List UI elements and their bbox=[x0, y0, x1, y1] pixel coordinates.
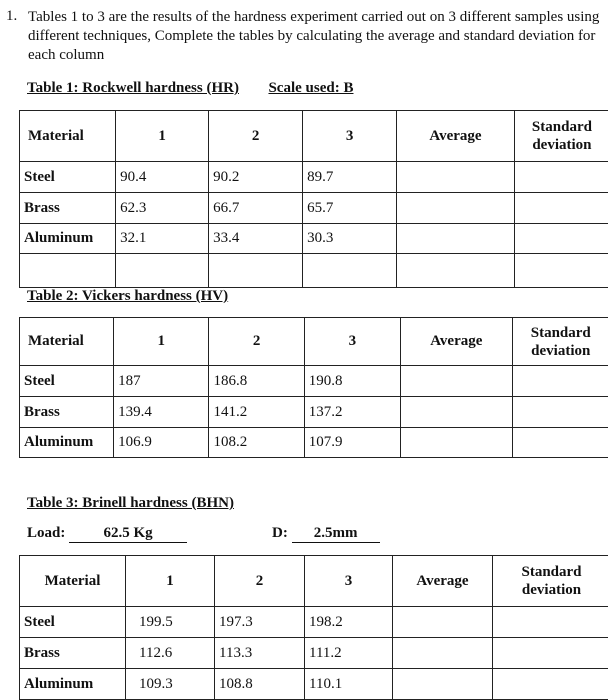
table3-header-average: Average bbox=[393, 556, 493, 607]
table2-aluminum-average[interactable] bbox=[401, 428, 513, 458]
table2-header-average: Average bbox=[401, 318, 513, 366]
table2-header-2: 2 bbox=[209, 318, 304, 366]
table-row bbox=[20, 428, 608, 458]
table2-aluminum-2: 108.2 bbox=[209, 428, 304, 458]
table3-brass-2: 113.3 bbox=[215, 638, 305, 669]
table1-brass-label: Brass bbox=[20, 193, 116, 224]
table2-aluminum-1: 106.9 bbox=[114, 428, 209, 458]
table1-brass-sd[interactable] bbox=[514, 193, 608, 224]
table1-header-1: 1 bbox=[116, 111, 209, 162]
question-text: Tables 1 to 3 are the results of the hardness experiment carried out on 3 different samples using different techniques, Complete the tables by calculating the average and standard deviation for each column bbox=[28, 8, 602, 65]
table1-steel-3: 89.7 bbox=[303, 162, 397, 193]
table3-steel-1: 199.5 bbox=[126, 607, 215, 638]
question-number: 1. bbox=[6, 8, 17, 25]
table1-blank-row bbox=[20, 254, 608, 288]
table2-header-row bbox=[20, 318, 608, 366]
table1-steel-label: Steel bbox=[20, 162, 116, 193]
table2-brass-average[interactable] bbox=[401, 397, 513, 428]
table-row bbox=[20, 669, 608, 700]
table3-header-1: 1 bbox=[126, 556, 215, 607]
table3-d-params bbox=[272, 525, 380, 543]
table2-caption-line bbox=[27, 288, 228, 305]
table1-brass-3: 65.7 bbox=[303, 193, 397, 224]
table3-brass-average[interactable] bbox=[393, 638, 493, 669]
table1-header-material: Material bbox=[20, 111, 116, 162]
table-row bbox=[20, 638, 608, 669]
table2 bbox=[19, 317, 608, 458]
table3-aluminum-average[interactable] bbox=[393, 669, 493, 700]
table-row bbox=[20, 193, 608, 224]
table1-header-sd-line2: deviation bbox=[515, 136, 608, 154]
table3 bbox=[19, 555, 608, 700]
table3-caption-line bbox=[27, 495, 234, 512]
table1-header-3: 3 bbox=[303, 111, 397, 162]
table1-brass-1: 62.3 bbox=[116, 193, 209, 224]
table3-load-label: Load: bbox=[27, 525, 65, 541]
table2-steel-sd[interactable] bbox=[512, 366, 608, 397]
table-row bbox=[20, 366, 608, 397]
table3-brass-3: 111.2 bbox=[305, 638, 393, 669]
table1-header-sd-line1: Standard bbox=[515, 118, 608, 136]
table3-header-3: 3 bbox=[305, 556, 393, 607]
table2-steel-label: Steel bbox=[20, 366, 114, 397]
table1-caption: Table 1: Rockwell hardness (HR) bbox=[27, 80, 239, 96]
table3-header-2: 2 bbox=[215, 556, 305, 607]
table3-aluminum-2: 108.8 bbox=[215, 669, 305, 700]
table1-steel-1: 90.4 bbox=[116, 162, 209, 193]
table3-aluminum-sd[interactable] bbox=[493, 669, 608, 700]
table3-steel-sd[interactable] bbox=[493, 607, 608, 638]
table1-brass-2: 66.7 bbox=[209, 193, 303, 224]
table1-steel-average[interactable] bbox=[397, 162, 515, 193]
table3-brass-1: 112.6 bbox=[126, 638, 215, 669]
table3-params bbox=[27, 525, 187, 543]
table1 bbox=[19, 110, 608, 288]
table-row bbox=[20, 224, 608, 254]
table1-aluminum-3: 30.3 bbox=[303, 224, 397, 254]
table1-aluminum-label: Aluminum bbox=[20, 224, 116, 254]
table3-header-material: Material bbox=[20, 556, 126, 607]
table2-header-sd bbox=[512, 318, 608, 366]
table3-brass-sd[interactable] bbox=[493, 638, 608, 669]
table2-header-sd-line1: Standard bbox=[513, 324, 608, 342]
table3-steel-2: 197.3 bbox=[215, 607, 305, 638]
table3-steel-label: Steel bbox=[20, 607, 126, 638]
table1-caption-line bbox=[27, 80, 353, 97]
table2-brass-2: 141.2 bbox=[209, 397, 304, 428]
table2-header-1: 1 bbox=[114, 318, 209, 366]
table2-aluminum-3: 107.9 bbox=[304, 428, 400, 458]
table3-aluminum-label: Aluminum bbox=[20, 669, 126, 700]
table3-aluminum-1: 109.3 bbox=[126, 669, 215, 700]
table1-aluminum-average[interactable] bbox=[397, 224, 515, 254]
table1-brass-average[interactable] bbox=[397, 193, 515, 224]
table1-header-row bbox=[20, 111, 608, 162]
table3-caption: Table 3: Brinell hardness (BHN) bbox=[27, 495, 234, 511]
table1-header-sd bbox=[514, 111, 608, 162]
table3-brass-label: Brass bbox=[20, 638, 126, 669]
table3-header-sd-line1: Standard bbox=[493, 563, 608, 581]
table3-aluminum-3: 110.1 bbox=[305, 669, 393, 700]
table-row bbox=[20, 162, 608, 193]
table2-header-3: 3 bbox=[304, 318, 400, 366]
table-row bbox=[20, 397, 608, 428]
table3-header-sd-line2: deviation bbox=[493, 581, 608, 599]
table2-brass-3: 137.2 bbox=[304, 397, 400, 428]
table2-steel-2: 186.8 bbox=[209, 366, 304, 397]
table2-brass-1: 139.4 bbox=[114, 397, 209, 428]
table3-header-row bbox=[20, 556, 608, 607]
table1-header-average: Average bbox=[397, 111, 515, 162]
table1-steel-sd[interactable] bbox=[514, 162, 608, 193]
table2-steel-3: 190.8 bbox=[304, 366, 400, 397]
table3-steel-average[interactable] bbox=[393, 607, 493, 638]
table2-aluminum-label: Aluminum bbox=[20, 428, 114, 458]
table3-load-value: 62.5 Kg bbox=[69, 525, 187, 543]
table1-scale: Scale used: B bbox=[268, 80, 353, 96]
table-row bbox=[20, 607, 608, 638]
table2-brass-sd[interactable] bbox=[512, 397, 608, 428]
table2-steel-1: 187 bbox=[114, 366, 209, 397]
table1-aluminum-2: 33.4 bbox=[209, 224, 303, 254]
table2-aluminum-sd[interactable] bbox=[512, 428, 608, 458]
table1-steel-2: 90.2 bbox=[209, 162, 303, 193]
table3-header-sd bbox=[493, 556, 608, 607]
table1-aluminum-1: 32.1 bbox=[116, 224, 209, 254]
table1-header-2: 2 bbox=[209, 111, 303, 162]
table3-d-value: 2.5mm bbox=[292, 525, 380, 543]
table2-header-material: Material bbox=[20, 318, 114, 366]
table2-header-sd-line2: deviation bbox=[513, 342, 608, 360]
table2-caption: Table 2: Vickers hardness (HV) bbox=[27, 288, 228, 304]
table3-d-label: D: bbox=[272, 525, 288, 541]
table3-steel-3: 198.2 bbox=[305, 607, 393, 638]
table2-brass-label: Brass bbox=[20, 397, 114, 428]
table2-steel-average[interactable] bbox=[401, 366, 513, 397]
table1-aluminum-sd[interactable] bbox=[514, 224, 608, 254]
